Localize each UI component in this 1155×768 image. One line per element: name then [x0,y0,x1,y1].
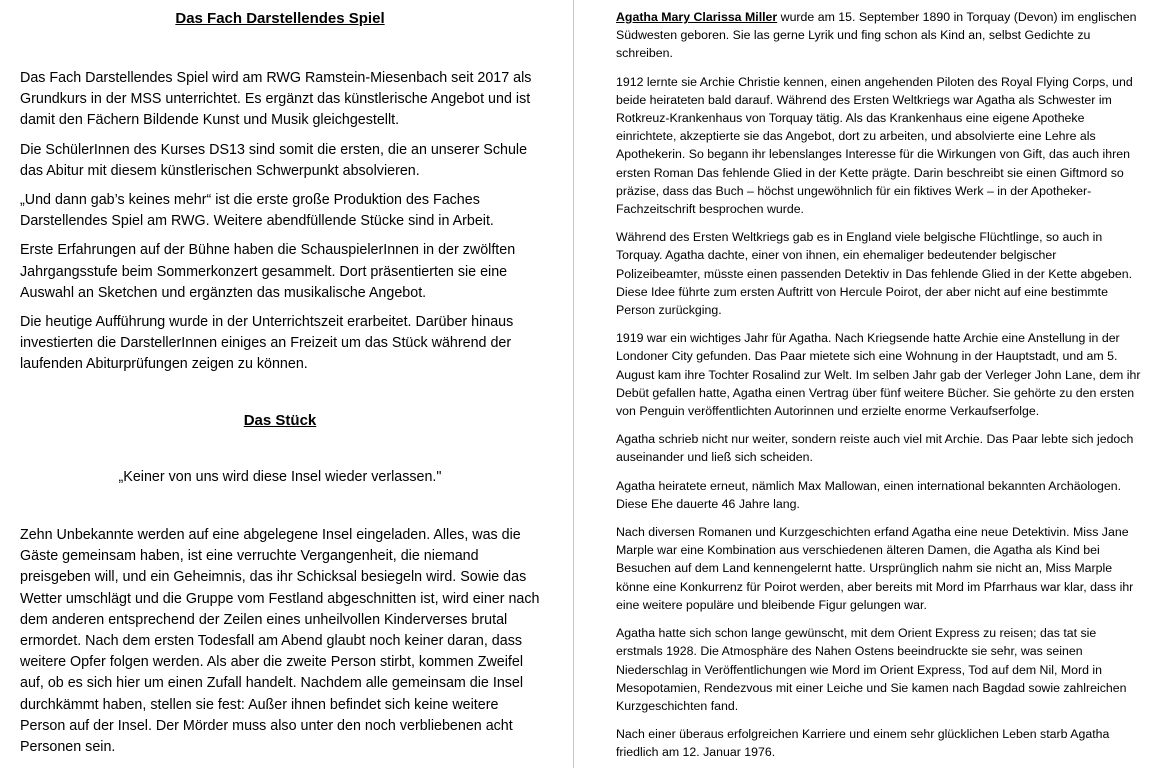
intro-paragraph: Die SchülerInnen des Kurses DS13 sind somit die ersten, die an unserer Schule das Abitur mit diesem künstlerischen Schwerpunkt absolvieren. [20,141,528,179]
bio-paragraph: Während des Ersten Weltkriegs gab es in England viele belgische Flüchtlinge, so auch in Torquay. Agatha dachte, einer von ihnen, ein ehemaliger bedeutender belgischer Polizeibeamter, müsste einen passenden Detektiv in Das fehlende Glied in der Kette abgeben. Diese Idee führte zum ersten Auftritt von Hercule Poirot, der aber nicht auf eine bestimmte Person zurückging. [616,230,1133,318]
intro-paragraph: Das Fach Darstellendes Spiel wird am RWG Ramstein-Miesenbach seit 2017 als Grundkurs in der MSS unterrichtet. Es ergänzt das künstlerische Angebot und ist damit den Fächern Bildende Kunst und Musik gleichgestellt. [20,70,532,129]
bio-paragraph: 1919 war ein wichtiges Jahr für Agatha. Nach Kriegsende hatte Archie eine Anstellung in der Londoner City gefunden. Das Paar mietete sich eine Wohnung in der Hauptstadt, und am 5. August kam ihre Tochter Rosalind zur Welt. Im selben Jahr gab der Verleger John Lane, dem ihr Debüt gefallen hatte, Agatha einen Vertrag über fünf weitere Bücher. Sie gehörte zu den ersten von Penguin veröffentlichten Autorinnen und erzielte enorme Verkaufserfolge. [616,331,1141,419]
intro-paragraph: Erste Erfahrungen auf der Bühne haben die SchauspielerInnen in der zwölften Jahrgangsstufe beim Sommerkonzert gesammelt. Dort präsentierten sie eine Auswahl an Sketchen und ergänzten das musikalische Angebot. [20,242,516,301]
bio-paragraph: Nach diversen Romanen und Kurzgeschichten erfand Agatha eine neue Detektivin. Miss Jane Marple war eine Kombination aus verschiedenen älteren Damen, die Agatha als Kind bei Besuchen auf dem Land kennengelernt hatte. Ursprünglich nahm sie nicht an, Miss Marple könne eine Konkurrenz für Poirot werden, aber bereits mit Mord im Pfarrhaus war klar, dass ihr eine weitere populäre und bleibende Figur gelungen war. [616,525,1134,612]
bio-intro-paragraph [616,8,1142,63]
intro-section [20,68,540,384]
intro-paragraph: Die heutige Aufführung wurde in der Unterrichtszeit erarbeitet. Darüber hinaus investierten die DarstellerInnen einiges an Freizeit um das Stück während der laufenden Abiturprüfungen zeigen zu können. [20,314,514,373]
bio-paragraph: 1912 lernte sie Archie Christie kennen, einen angehenden Piloten des Royal Flying Corps, und beide heirateten bald darauf. Während des Ersten Weltkriegs war Agatha als Schwester im Rotkreuz-Krankenhaus von Torquay tätig. Als das Krankenhaus eine eigene Apotheke einrichtete, akzeptierte sie das Angebot, dort zu arbeiten, und absolvierte eine Lehre als Apothekerin. So begann ihr lebenslanges Interesse für die Wirkungen von Gift, das auch ihren ersten Roman Das fehlende Glied in der Kette prägte. Darin beschreibt sie einen Giftmord so präzise, dass das Buch – höchst ungewöhnlich für ein fiktives Werk – in der Apotheker-Fachzeitschrift besprochen wurde. [616,74,1133,217]
play-quote: „Keiner von uns wird diese Insel wieder verlassen." [118,469,442,485]
heading-fach-darstellendes-spiel: Das Fach Darstellendes Spiel [175,10,385,27]
intro-paragraph: „Und dann gab’s keines mehr“ ist die erste große Produktion des Faches Darstellendes Spiel am RWG. Weitere abendfüllende Stücke sind in Arbeit. [20,192,494,230]
author-name: Agatha Mary Clarissa Miller [616,10,778,24]
story-paragraph: Zehn Unbekannte werden auf eine abgelegene Insel eingeladen. Alles, was die Gäste gemeinsam haben, ist eine verruchte Vergangenheit, die niemand preisgeben will, und ein Geheimnis, das ihr Schicksal besiegeln wird. Sowie das Wetter umschlägt und die Gruppe vom Festland abgeschnitten ist, wird einer nach dem anderen entsprechend der Zeilen eines unheilvollen Kinderverses brutal ermordet. Nach dem ersten Todesfall am Abend glaubt noch keiner daran, dass weitere Opfer folgen werden. Als aber die zweite Person stirbt, kommen Zweifel auf, ob es sich hier um einen Zufall handelt. Nachdem alle gemeinsam die Insel durchkämmt haben, stellen sie fest: Außer ihnen befindet sich keine weitere Person auf der Insel. Der Mörder muss also unter den noch verbliebenen acht Personen sein. [20,527,540,756]
right-page [580,0,1155,768]
bio-paragraph: Agatha schrieb nicht nur weiter, sondern reiste auch viel mit Archie. Das Paar lebte sich jedoch auseinander und ließ sich scheiden. [616,432,1134,465]
biography-section [616,8,1142,768]
left-page [0,0,565,768]
heading-das-stueck: Das Stück [243,412,317,429]
bio-paragraph: Agatha heiratete erneut, nämlich Max Mallowan, einen international bekannten Archäologen. Diese Ehe dauerte 46 Jahre lang. [616,478,1122,511]
bio-intro-text: wurde am 15. September 1890 in Torquay (Devon) im englischen Südwesten geboren. Sie las gerne Lyrik und fing schon als Kind an, selbst Gedichte zu schreiben. [616,10,1137,61]
page-divider [573,0,574,768]
bio-paragraph: Nach einer überaus erfolgreichen Karriere und einem sehr glücklichen Leben starb Agatha friedlich am 12. Januar 1976. [616,727,1110,760]
bio-paragraph: Agatha hatte sich schon lange gewünscht, mit dem Orient Express zu reisen; das tat sie erstmals 1928. Die Atmosphäre des Nahen Ostens beeindruckte sie sehr, was seinen Niederschlag in Veröffentlichungen wie Mord im Orient Express, Tod auf dem Nil, Mord in Mesopotamien, Rendezvous mit einer Leiche und Sie kamen nach Bagdad sowie zahlreichen Kurzgeschichten fand. [616,626,1127,713]
